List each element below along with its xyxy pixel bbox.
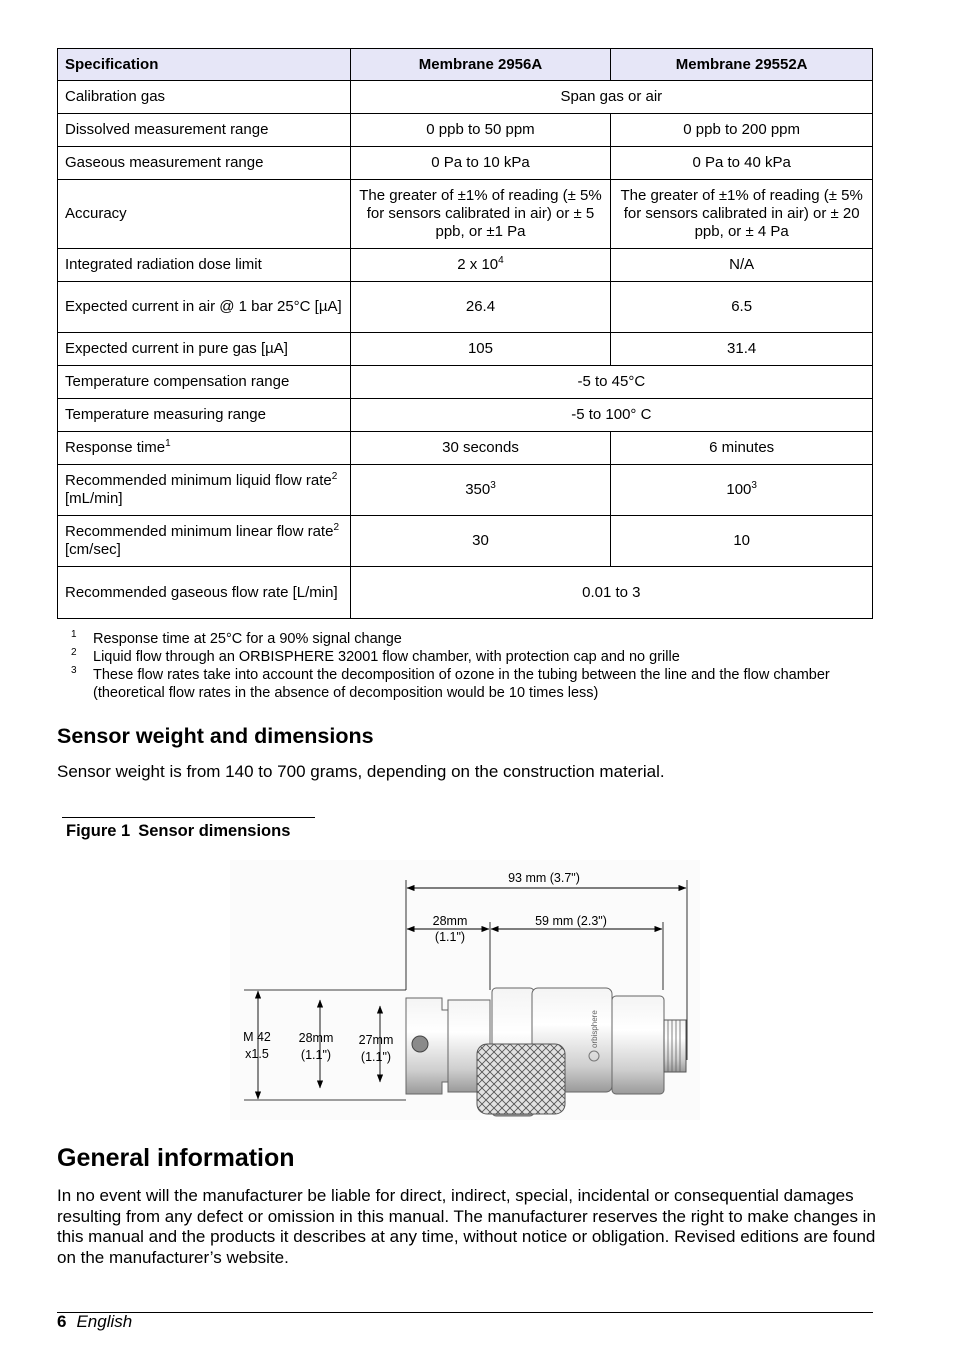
value-cell: The greater of ±1% of reading (± 5% for sensors calibrated in air) or ± 20 ppb, or ± 4 Pa: [611, 180, 873, 249]
table-row: [58, 432, 873, 465]
front-length-label: 28mm: [432, 914, 468, 928]
spec-cell: Integrated radiation dose limit: [58, 249, 351, 282]
spec-cell: Dissolved measurement range: [58, 114, 351, 147]
spec-text: Recommended minimum liquid flow rate: [65, 472, 332, 489]
footnote-text: These flow rates take into account the decomposition of ozone in the tubing between the line and the flow chamber (theoretical flow rates in the absence of decomposition would be 10 times less): [93, 667, 830, 701]
footnote-ref: 2: [333, 522, 339, 533]
rear-length-label: 59 mm (2.3"): [535, 914, 607, 928]
value-cell: 30: [350, 516, 611, 567]
value-cell: Span gas or air: [350, 81, 872, 114]
value-cell: 30 seconds: [350, 432, 611, 465]
table-row: [58, 516, 873, 567]
value-cell: 31.4: [611, 333, 873, 366]
figure-number: Figure 1: [66, 822, 131, 840]
page-footer: [57, 1312, 132, 1332]
value-cell: 0 Pa to 40 kPa: [611, 147, 873, 180]
spec-cell: Gaseous measurement range: [58, 147, 351, 180]
header-membrane-29552a: Membrane 29552A: [611, 49, 873, 81]
thread-pitch-label: x1.5: [245, 1047, 269, 1061]
footnote-number: 2: [71, 647, 77, 658]
value-cell: [611, 465, 873, 516]
table-row: [58, 465, 873, 516]
spec-cell: [58, 432, 351, 465]
figure-caption: [66, 822, 290, 841]
value-cell: 10: [611, 516, 873, 567]
value-cell: 26.4: [350, 282, 611, 333]
superscript: 4: [498, 255, 504, 266]
page-number: 6: [57, 1312, 67, 1331]
footnote-ref: 3: [490, 480, 496, 491]
brand-label: orbisphere: [590, 1010, 599, 1048]
spec-cell: Accuracy: [58, 180, 351, 249]
figure-rule: [62, 817, 315, 818]
knurled-nut: [477, 1044, 565, 1114]
diameter-label-2-in: (1.1"): [360, 1050, 392, 1064]
spec-cell: Expected current in air @ 1 bar 25°C [µA]: [58, 282, 351, 333]
header-specification: Specification: [58, 49, 351, 81]
footnote-ref: 3: [751, 480, 757, 491]
thread-label: M 42: [243, 1030, 271, 1044]
spec-cell: Calibration gas: [58, 81, 351, 114]
general-information-text: In no event will the manufacturer be liable for direct, indirect, special, incidental or consequential damages resulting from any defect or omission in this manual. The manufacturer reserves the right to make changes in this manual and the products it describes at any time, without notice or obligation. Revised editions are found on the manufacturer’s website.: [57, 1186, 876, 1267]
spec-unit: [mL/min]: [65, 490, 123, 507]
diameter-label-1-in: (1.1"): [300, 1048, 332, 1062]
spec-cell: Expected current in pure gas [µA]: [58, 333, 351, 366]
spec-cell: [58, 516, 351, 567]
footer-language: English: [76, 1312, 133, 1331]
section-heading-sensor: Sensor weight and dimensions: [57, 724, 374, 748]
table-row: [58, 114, 873, 147]
table-row: [58, 249, 873, 282]
table-row: [58, 81, 873, 114]
value-text: 100: [726, 481, 752, 498]
connector-thread: [664, 1020, 686, 1072]
front-length-label-in: (1.1"): [434, 930, 466, 944]
footer-rule: [57, 1312, 873, 1313]
spec-cell: Temperature measuring range: [58, 399, 351, 432]
value-text: 2 x 10: [457, 256, 499, 273]
spec-cell: [58, 465, 351, 516]
table-row: [58, 333, 873, 366]
sensor-port-hole: [412, 1036, 428, 1052]
footnote-text: Response time at 25°C for a 90% signal change: [93, 631, 402, 647]
value-cell: 0 ppb to 50 ppm: [350, 114, 611, 147]
diameter-label-1: 28mm: [298, 1031, 334, 1045]
table-row: [58, 366, 873, 399]
sensor-weight-text: Sensor weight is from 140 to 700 grams, depending on the construction material.: [57, 762, 665, 781]
value-cell: 6 minutes: [611, 432, 873, 465]
spec-text: Response time: [65, 439, 166, 456]
value-cell: 6.5: [611, 282, 873, 333]
footnote-number: 3: [71, 665, 77, 676]
value-cell: 0 ppb to 200 ppm: [611, 114, 873, 147]
footnote-ref: 1: [165, 438, 171, 449]
value-cell: -5 to 100° C: [350, 399, 872, 432]
table-row: [58, 567, 873, 619]
value-cell: 0 Pa to 10 kPa: [350, 147, 611, 180]
value-text: 350: [465, 481, 491, 498]
value-cell: -5 to 45°C: [350, 366, 872, 399]
value-cell: [350, 465, 611, 516]
table-row: [58, 399, 873, 432]
figure-title: Sensor dimensions: [138, 822, 291, 840]
value-cell: The greater of ±1% of reading (± 5% for sensors calibrated in air) or ± 5 ppb, or ±1 Pa: [350, 180, 611, 249]
table-row: [58, 282, 873, 333]
table-row: [58, 147, 873, 180]
section-heading-general: General information: [57, 1144, 295, 1172]
spec-cell: Recommended gaseous flow rate [L/min]: [58, 567, 351, 619]
spec-unit: [cm/sec]: [65, 541, 121, 558]
diameter-label-2: 27mm: [358, 1033, 394, 1047]
value-cell: 0.01 to 3: [350, 567, 872, 619]
table-row: [58, 180, 873, 249]
spec-cell: Temperature compensation range: [58, 366, 351, 399]
total-length-label: 93 mm (3.7"): [508, 871, 580, 885]
value-cell: [350, 249, 611, 282]
sensor-dimensions-drawing: [230, 860, 700, 1120]
specification-table: [57, 48, 873, 619]
value-cell: 105: [350, 333, 611, 366]
table-header-row: [58, 49, 873, 81]
spec-text: Recommended minimum linear flow rate: [65, 523, 334, 540]
header-membrane-2956a: Membrane 2956A: [350, 49, 611, 81]
footnote-number: 1: [71, 629, 77, 640]
footnote-ref: 2: [331, 471, 338, 482]
footnote-text: Liquid flow through an ORBISPHERE 32001 flow chamber, with protection cap and no grille: [93, 649, 680, 665]
value-cell: N/A: [611, 249, 873, 282]
